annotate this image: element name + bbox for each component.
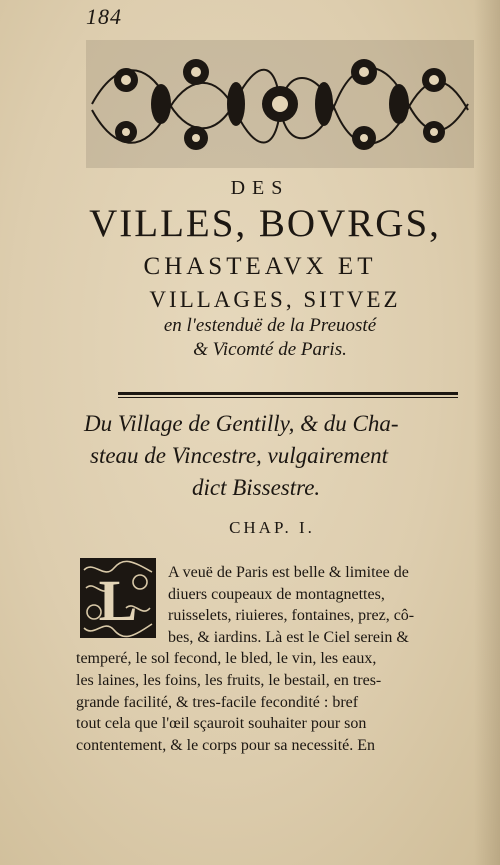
body-line: bes, & iardins. Là est le Ciel serein &	[168, 628, 409, 646]
chapter-heading-line: Du Village de Gentilly, & du Cha-	[84, 411, 399, 436]
title-line-villes: VILLES, BOVRGS,	[89, 202, 441, 245]
title-line-des: DES	[230, 177, 290, 199]
body-line: contentement, & le corps pour sa necessité. En	[76, 736, 376, 754]
page-number: 184	[86, 4, 122, 29]
dropcap-letter: L	[98, 568, 138, 633]
title-block	[0, 176, 500, 362]
body-line: les laines, les foins, les fruits, le bestail, en tres-	[76, 671, 382, 689]
title-line-villages: VILLAGES, SITVEZ	[149, 287, 401, 312]
chapter-heading	[84, 408, 484, 504]
body-line: temperé, le sol fecond, le bled, le vin, les eaux,	[76, 650, 377, 668]
page-edge-shadow	[474, 0, 500, 865]
body-text	[76, 562, 476, 756]
horizontal-rule	[118, 392, 458, 395]
title-line-chasteaux: CHASTEAVX ET	[143, 253, 377, 280]
title-line-vicomte: & Vicomté de Paris.	[193, 339, 347, 360]
title-line-estendue: en l'estenduë de la Preuosté	[163, 315, 377, 336]
body-line: A veuë de Paris est belle & limitee de	[168, 564, 409, 581]
body-line: diuers coupeaux de montagnettes,	[168, 585, 385, 603]
chapter-number: CHAP. I.	[229, 518, 315, 537]
chapter-heading-line: steau de Vincestre, vulgairement	[90, 443, 389, 468]
body-line: ruisselets, riuieres, fontaines, prez, cô-	[168, 607, 415, 625]
body-line: tout cela que l'œil sçauroit souhaiter pour son	[76, 715, 367, 733]
body-line: grande facilité, & tres-facile fecondité : bref	[76, 693, 359, 711]
chapter-heading-line: dict Bissestre.	[192, 475, 321, 500]
ornamental-headpiece	[86, 40, 474, 168]
